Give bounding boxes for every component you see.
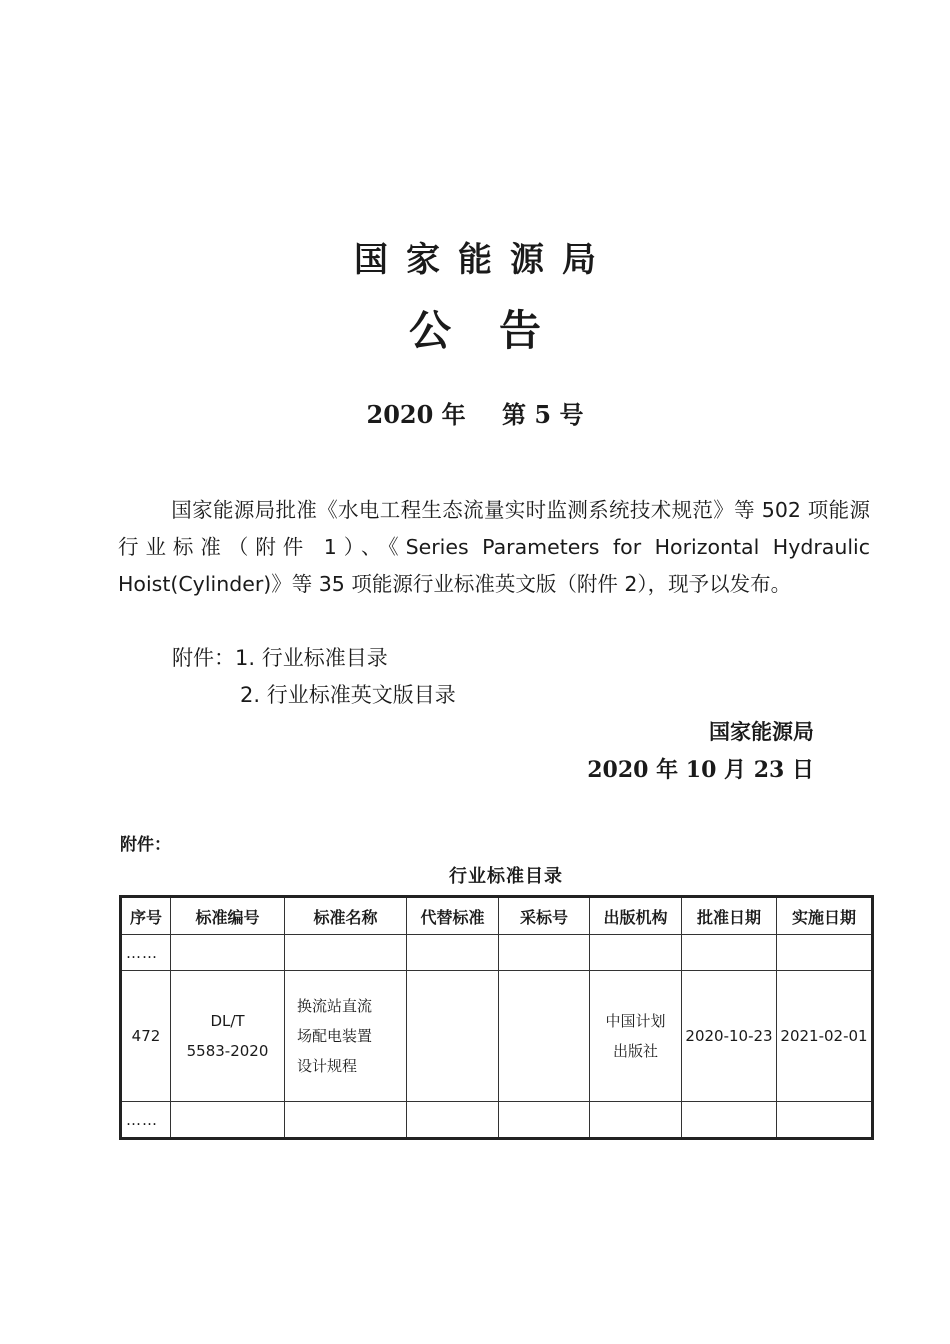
column-header-publisher: 出版机构: [590, 897, 682, 935]
document-type-heading: 公告: [408, 306, 589, 355]
table-header-row: [121, 897, 873, 935]
attachment-line-2: 2. 行业标准英文版目录: [240, 683, 456, 707]
cell-effective: 2021-02-01: [777, 971, 873, 1102]
table-row: [121, 971, 873, 1102]
column-header-replaces: 代替标准: [407, 897, 499, 935]
signature-organization: 国家能源局: [709, 720, 814, 744]
cell-publisher-line-2: 出版社: [612, 1042, 658, 1060]
cell-publisher-line-1: 中国计划: [605, 1012, 666, 1030]
table-title: 行业标准目录: [449, 866, 563, 887]
cell-seq: 472: [121, 971, 171, 1102]
issuing-organization-heading: 国家能源局: [354, 240, 614, 280]
signature-date: 2020 年 10 月 23 日: [587, 757, 814, 783]
column-header-effective: 实施日期: [777, 897, 873, 935]
cell-approved: 2020-10-23: [682, 971, 777, 1102]
cell-name-line-2: 场配电装置: [297, 1027, 373, 1045]
cell-code-line-2: 5583-2020: [186, 1042, 269, 1060]
issue-number: [0, 395, 950, 430]
announcement-paragraph: 国家能源局批准《水电工程生态流量实时监测系统技术规范》等 502 项能源行业标准（附件 1）、《Series Parameters for Horizontal Hydraulic Hoist(Cylinder)》等 35 项能源行业标准英文版（附件 2），现予以发布。: [118, 498, 870, 596]
column-header-name: 标准名称: [285, 897, 407, 935]
issue-year: 2020 年: [366, 400, 466, 429]
ellipsis-cell: ……: [121, 1102, 171, 1139]
ellipsis-cell: ……: [121, 935, 171, 971]
announcement-body: [118, 492, 870, 603]
standards-catalog-table: [119, 895, 874, 1140]
cell-adopted: [499, 971, 590, 1102]
cell-name-line-3: 设计规程: [297, 1057, 358, 1075]
table-row-ellipsis: [121, 1102, 873, 1139]
cell-publisher: [590, 971, 682, 1102]
column-header-approved: 批准日期: [682, 897, 777, 935]
cell-replaces: [407, 971, 499, 1102]
cell-code: [171, 971, 285, 1102]
annex-label: 附件：: [120, 835, 171, 855]
cell-name: [285, 971, 407, 1102]
table-row-ellipsis: [121, 935, 873, 971]
attachment-line-1: 附件：1. 行业标准目录: [172, 646, 388, 670]
column-header-adopted: 采标号: [499, 897, 590, 935]
column-header-seq: 序号: [121, 897, 171, 935]
cell-code-line-1: DL/T: [210, 1012, 245, 1030]
issue-serial: 第 5 号: [502, 400, 584, 429]
column-header-code: 标准编号: [171, 897, 285, 935]
cell-name-line-1: 换流站直流: [297, 997, 373, 1015]
